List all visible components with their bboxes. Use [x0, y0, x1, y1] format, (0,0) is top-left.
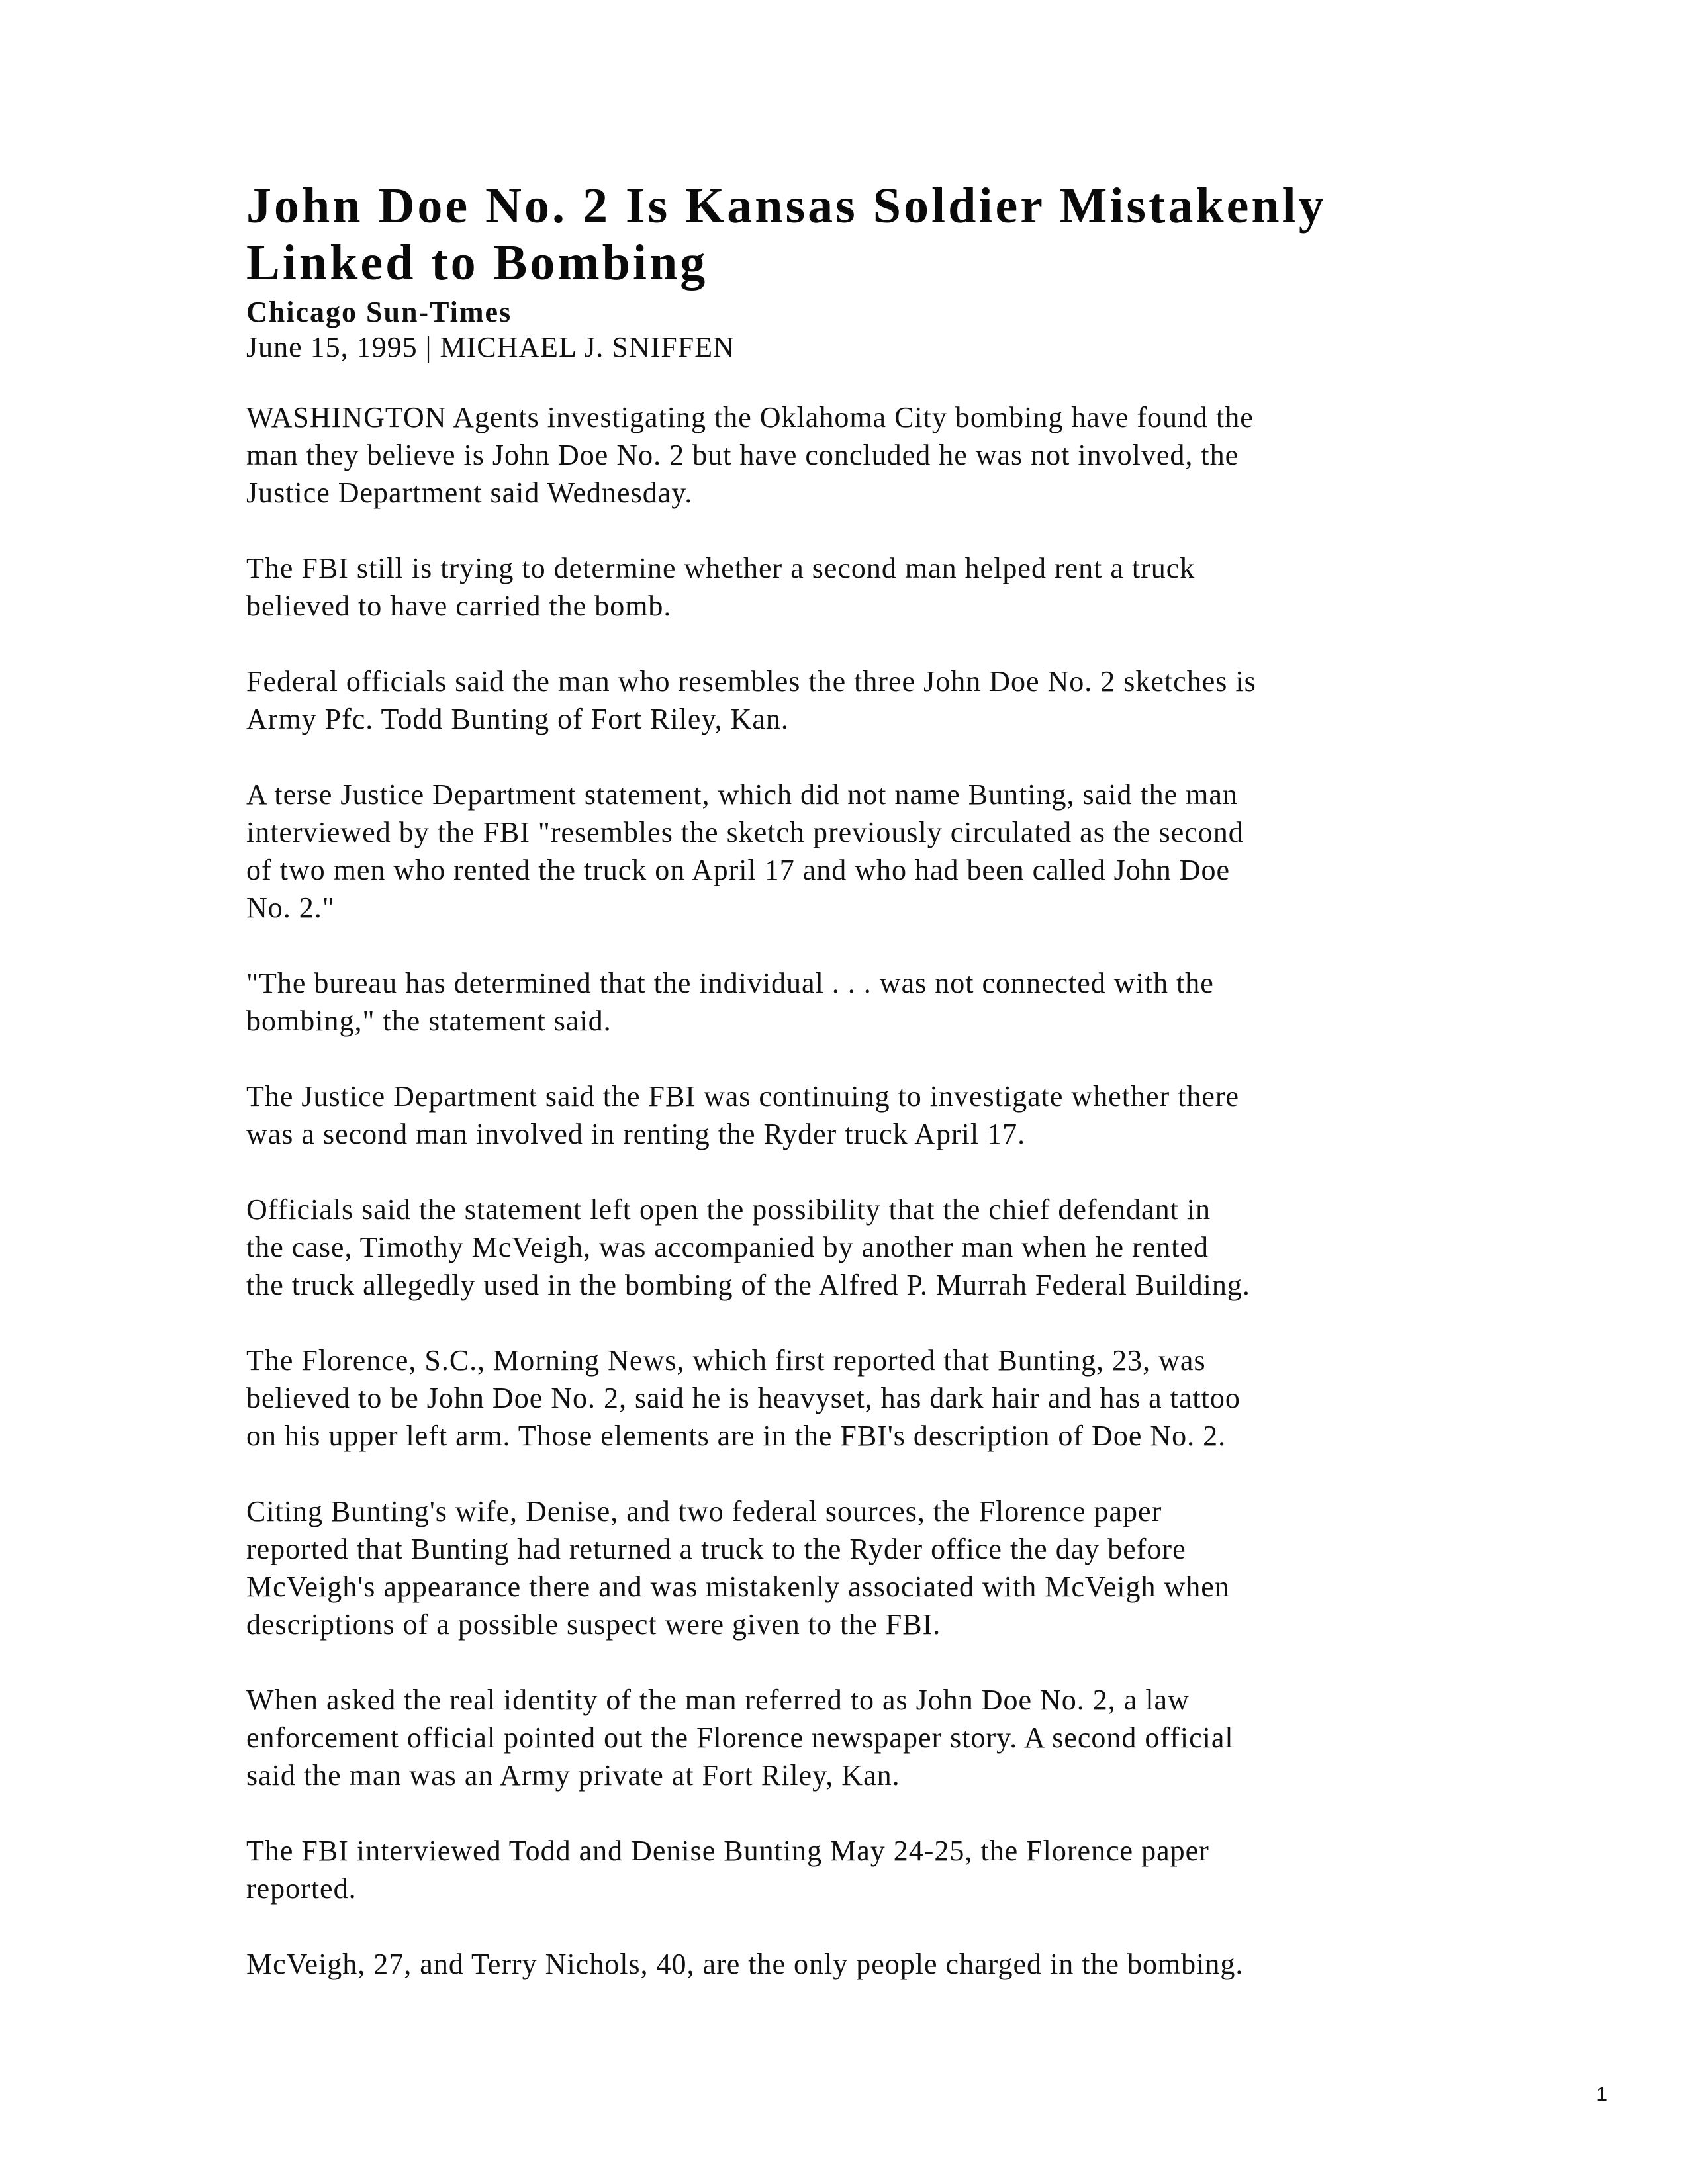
paragraph: Officials said the statement left open the possibility that the chief defendant in the case, Timothy McVeigh, was accompanied by another man when he rented the truck allegedly used in the bombing of the Alfred P. Murrah Federal Building. [246, 1193, 1250, 1301]
paragraph: McVeigh, 27, and Terry Nichols, 40, are the only people charged in the bombing. [246, 1948, 1244, 1980]
paragraph: The FBI still is trying to determine whether a second man helped rent a truck believed to have carried the bomb. [246, 552, 1196, 622]
paragraph: WASHINGTON Agents investigating the Oklahoma City bombing have found the man they believe is John Doe No. 2 but have concluded he was not involved, the Justice Department said Wednesday. [246, 401, 1254, 509]
paragraph: The Justice Department said the FBI was continuing to investigate whether there was a second man involved in renting the Ryder truck April 17. [246, 1080, 1240, 1150]
paragraph: The Florence, S.C., Morning News, which first reported that Bunting, 23, was believed to be John Doe No. 2, said he is heavyset, has dark hair and has a tattoo on his upper left arm. Those elements are in the FBI's description of Doe No. 2. [246, 1344, 1241, 1452]
paragraph: When asked the real identity of the man referred to as John Doe No. 2, a law enforcement official pointed out the Florence newspaper story. A second official said the man was an Army private at Fort Riley, Kan. [246, 1684, 1234, 1792]
paragraph: Federal officials said the man who resembles the three John Doe No. 2 sketches is Army Pfc. Todd Bunting of Fort Riley, Kan. [246, 665, 1256, 735]
paragraph: Citing Bunting's wife, Denise, and two federal sources, the Florence paper reported that Bunting had returned a truck to the Ryder office the day before McVeigh's appearance there and was mistakenly associated with McVeigh when descriptions of a possible suspect were given to the FBI. [246, 1495, 1230, 1641]
paragraph: The FBI interviewed Todd and Denise Bunting May 24-25, the Florence paper reported. [246, 1835, 1209, 1905]
paragraph: A terse Justice Department statement, which did not name Bunting, said the man interviewed by the FBI "resembles the sketch previously circulated as the second of two men who rented the truck on April 17 and who had been called John Doe No. 2." [246, 778, 1244, 924]
paragraph: "The bureau has determined that the individual . . . was not connected with the bombing," the statement said. [246, 967, 1214, 1037]
article-body [246, 398, 1451, 1983]
article [246, 177, 1451, 2021]
headline: John Doe No. 2 Is Kansas Soldier Mistakenly Linked to Bombing [246, 178, 1327, 291]
page-number: 1 [1596, 2083, 1607, 2105]
byline: June 15, 1995 | MICHAEL J. SNIFFEN [246, 331, 735, 363]
source-publication: Chicago Sun-Times [246, 296, 512, 328]
